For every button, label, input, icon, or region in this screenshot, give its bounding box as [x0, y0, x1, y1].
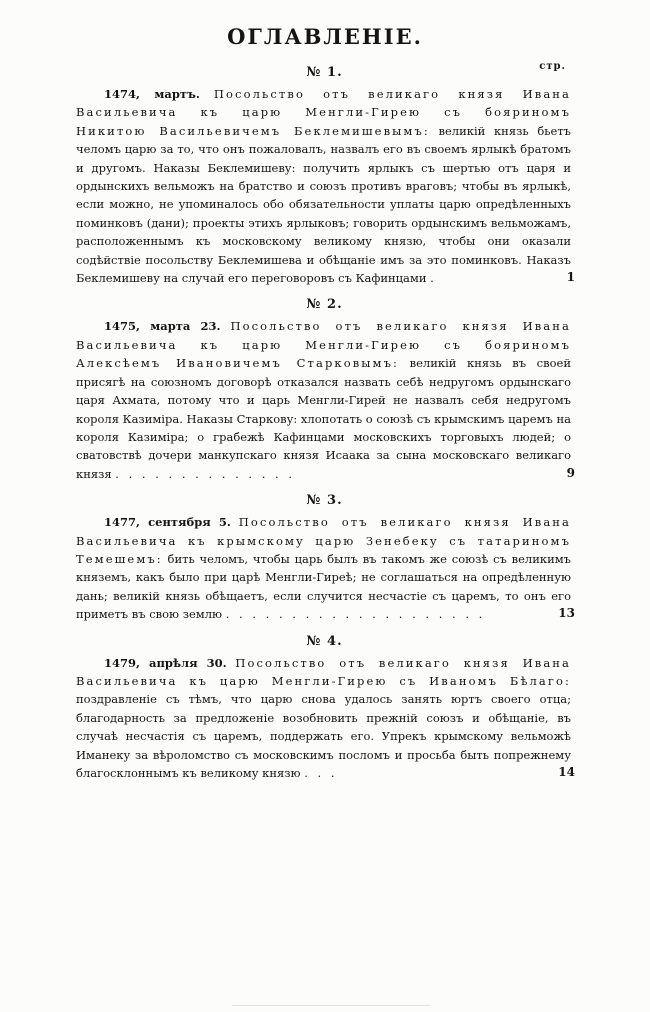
entry-number: № 2. — [306, 297, 343, 313]
dot-leaders: . — [430, 271, 437, 286]
entry-description: поздравленіе съ тѣмъ, что царю снова удалось занять юртъ своего отца; благодарность за предложеніе возобновить прежній союзъ и обѣщаніе, въ случаѣ несчастія съ царемъ, поддержать его. Упрекъ крымскому вельможѣ Иманеку за вѣроломство съ московскимъ посломъ и просьба быть попрежнему благосклоннымъ къ великому князю — [76, 692, 571, 780]
page-column-label: стр. — [539, 61, 566, 72]
toc-content — [76, 65, 573, 782]
entry-text — [76, 85, 573, 287]
entry-heading: Посольство отъ великаго князя Ивана Васильевича къ крымскому царю Зенебеку съ татариномъ Темешемъ: — [76, 515, 572, 566]
entry-date: 1474, мартъ. — [104, 87, 200, 101]
entry-text — [76, 317, 573, 483]
entry-date: 1475, марта 23. — [104, 319, 221, 334]
toc-entry-4 — [76, 634, 573, 783]
entry-date: 1479, апрѣля 30. — [104, 655, 227, 670]
scan-artifact-line — [232, 1005, 430, 1006]
dot-leaders: . . . . . . . . . . . . . . — [115, 466, 295, 481]
entry-number: № 3. — [306, 493, 343, 509]
entry-description: бить челомъ, чтобы царь былъ въ такомъ же союзѣ съ великимъ княземъ, какъ было при царѣ Менгли-Гиреѣ; не соглашаться на опредѣленную дань; великій князь обѣщаетъ, если случится несчастіе съ царемъ, то онъ его приметъ въ свою землю — [76, 551, 571, 622]
entry-description: великій князь въ своей присягѣ на союзномъ договорѣ отказался назвать себѣ недругомъ ордынскаго царя Ахмата, потому что и царь Менгли-Гирей не назвалъ себя недругомъ короля Казиміра. Наказы Старкову: хлопотать о союзѣ съ крымскимъ царемъ на короля Казиміра; о грабежѣ Кафинцами московскихъ торговыхъ людей; о сватовствѣ дочери манкупскаго князя Исаака за сына московскаго великаго князя — [76, 356, 571, 481]
toc-entry-3 — [76, 493, 573, 623]
entry-page-number: 9 — [566, 465, 575, 480]
entry-page-number: 13 — [558, 606, 575, 621]
entry-date: 1477, сентября 5. — [104, 515, 231, 530]
entry-page-number: 14 — [558, 765, 575, 779]
entry-number: № 1. — [306, 65, 343, 80]
entry-heading: Посольство отъ великаго князя Ивана Васильевича къ царю Менгли-Гирею съ бояриномъ Алексѣемъ Ивановичемъ Старковымъ: — [76, 319, 571, 371]
page-title: ОГЛАВЛЕНІЕ. — [227, 24, 423, 49]
dot-leaders: . . . — [304, 766, 338, 780]
entry-description: великій князь бьетъ челомъ царю за то, что онъ пожаловалъ, назвалъ его въ своемъ ярлыкѣ братомъ и другомъ. Наказы Беклемишеву: получить ярлыкъ съ шертью отъ царя и ордынскихъ вельможъ на братство и союзъ противъ враговъ; чтобы въ ярлыкѣ, если можно, не упоминалось обо обязательности уплаты царю опредѣленныхъ поминковъ (дани); проекты этихъ ярлыковъ; говорить ордынскимъ вельможамъ, расположеннымъ къ московскому великому князю, чтобы они оказали содѣйствіе посольству Беклемишева и обѣщаніе имъ за это поминковъ. Наказъ Беклемишеву на случай его переговоровъ съ Кафинцами — [76, 123, 571, 286]
entry-page-number: 1 — [566, 270, 575, 285]
toc-entry-1 — [76, 65, 573, 287]
entry-heading: Посольство отъ великаго князя Ивана Васильевича къ царю Менгли-Гирею съ Иваномъ Бѣлаго: — [76, 655, 572, 688]
entry-heading: Посольство отъ великаго князя Ивана Васильевича къ царю Менгли-Гирею съ бояриномъ Никитою Васильевичемъ Беклемишевымъ: — [76, 87, 571, 138]
dot-leaders: . . . . . . . . . . . . . . . . . . . . — [225, 607, 486, 622]
entry-number: № 4. — [306, 633, 343, 649]
entry-text — [76, 513, 573, 623]
entry-text — [76, 654, 573, 783]
toc-entry-2 — [76, 297, 573, 483]
